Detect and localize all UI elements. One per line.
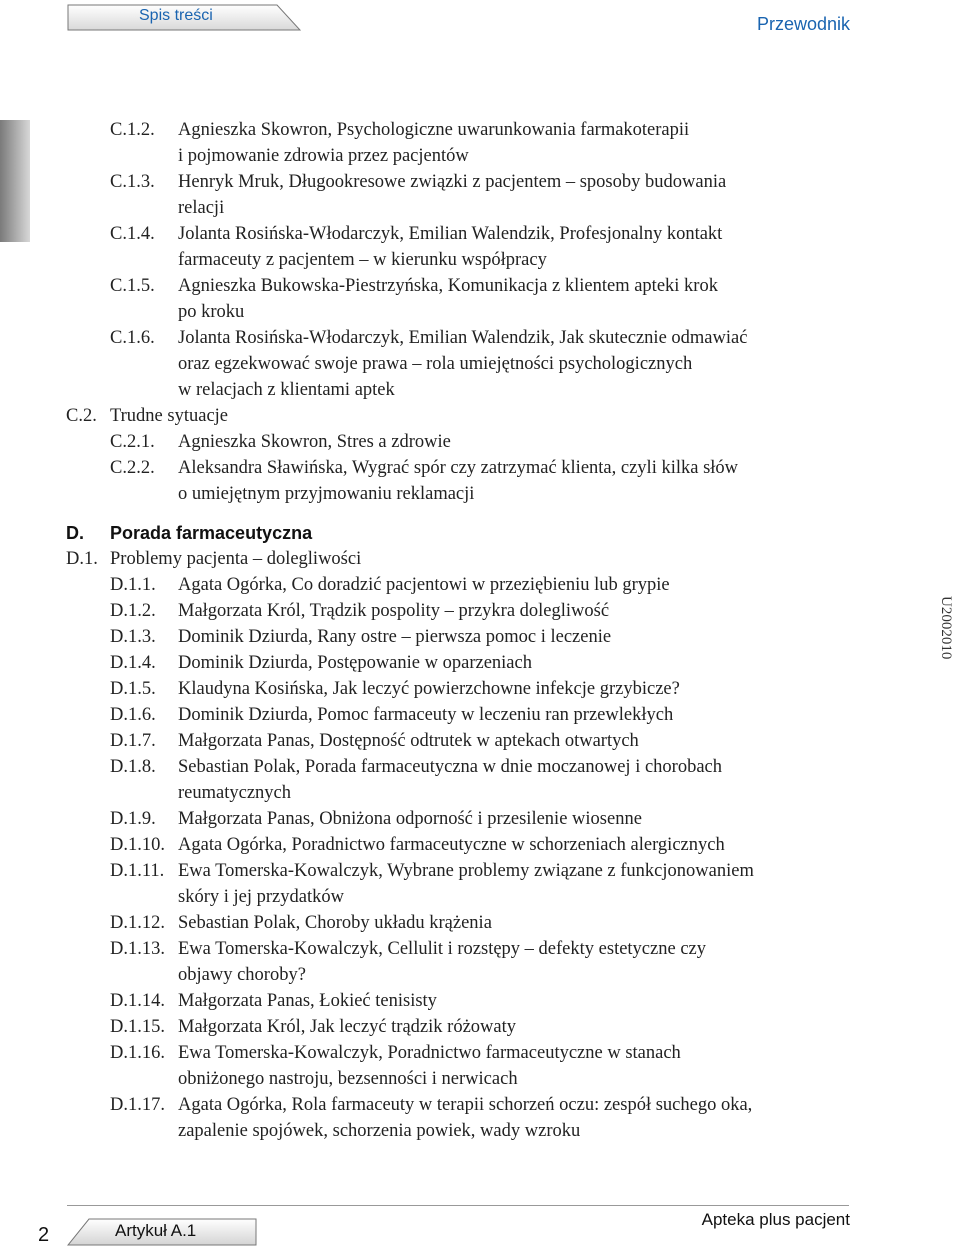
page-number: 2 (38, 1224, 50, 1246)
toc-entry-number: D.1.10. (110, 835, 165, 855)
toc-entry-number: D.1.6. (110, 705, 156, 725)
tab-label: Spis treści (139, 7, 213, 24)
toc-entry-number: C.2.1. (110, 432, 155, 452)
toc-entry-text: Problemy pacjenta – dolegliwości (110, 549, 362, 569)
toc-entry-text: o umiejętnym przyjmowaniu reklamacji (178, 484, 475, 504)
toc-entry-number: C.1.3. (110, 172, 155, 192)
toc-entry-number: C.1.6. (110, 328, 155, 348)
toc-entry-text: Sebastian Polak, Choroby układu krążenia (178, 913, 492, 933)
toc-entry-text: Trudne sytuacje (110, 406, 229, 426)
toc-entry-text: Ewa Tomerska-Kowalczyk, Cellulit i rozstępy – defekty estetyczne czy (178, 939, 706, 959)
toc-entry-text: Agnieszka Bukowska-Piestrzyńska, Komunikacja z klientem apteki krok (178, 276, 718, 296)
toc-entry-text: Porada farmaceutyczna (110, 523, 313, 543)
toc-entry-text: Dominik Dziurda, Postępowanie w oparzeniach (178, 653, 532, 673)
toc-entry-text: Małgorzata Panas, Dostępność odtrutek w aptekach otwartych (178, 731, 639, 751)
toc-entry-text: po kroku (178, 302, 245, 322)
toc-entry-number: D.1.16. (110, 1043, 165, 1063)
toc-entry-text: Jolanta Rosińska-Włodarczyk, Emilian Walendzik, Jak skutecznie odmawiać (178, 328, 748, 348)
toc-entry-text: Henryk Mruk, Długookresowe związki z pacjentem – sposoby budowania (178, 172, 727, 192)
document-code: U2002010 (938, 596, 954, 660)
side-marker (0, 120, 30, 242)
toc-entry-number: D. (66, 523, 84, 543)
toc-entry-text: i pojmowanie zdrowia przez pacjentów (178, 146, 469, 166)
toc-entry-number: D.1.9. (110, 809, 156, 829)
toc-entry-text: Agata Ogórka, Co doradzić pacjentowi w przeziębieniu lub grypie (178, 575, 670, 595)
toc-entry-text: Małgorzata Król, Trądzik pospolity – przykra dolegliwość (178, 601, 610, 621)
toc-entry-text: Agnieszka Skowron, Psychologiczne uwarunkowania farmakoterapii (178, 120, 690, 140)
article-tab (67, 1218, 257, 1246)
toc-entry-text: Dominik Dziurda, Pomoc farmaceuty w leczeniu ran przewlekłych (178, 705, 674, 725)
toc-entry-text: oraz egzekwować swoje prawa – rola umiejętności psychologicznych (178, 354, 693, 374)
toc-entry-text: relacji (178, 198, 225, 218)
toc-entry-text: farmaceuty z pacjentem – w kierunku współpracy (178, 250, 547, 270)
toc-entry-number: D.1.12. (110, 913, 165, 933)
toc-entry-text: Klaudyna Kosińska, Jak leczyć powierzchowne infekcje grzybicze? (178, 679, 680, 699)
toc-entry-text: Aleksandra Sławińska, Wygrać spór czy zatrzymać klienta, czyli kilka słów (178, 458, 739, 478)
toc-entry-text: Agata Ogórka, Poradnictwo farmaceutyczne w schorzeniach alergicznych (178, 835, 725, 855)
toc-entry-number: D.1. (66, 549, 98, 569)
toc-entry-text: skóry i jej przydatków (178, 887, 344, 907)
toc-entry-text: reumatycznych (178, 783, 291, 803)
toc-entry-number: D.1.1. (110, 575, 156, 595)
toc-entry-number: D.1.2. (110, 601, 156, 621)
toc-entry-number: D.1.14. (110, 991, 165, 1011)
toc-entry-number: C.1.2. (110, 120, 155, 140)
toc-entry-text: Agnieszka Skowron, Stres a zdrowie (178, 432, 451, 452)
toc-entry-text: w relacjach z klientami aptek (178, 380, 395, 400)
toc-entry-text: Agata Ogórka, Rola farmaceuty w terapii schorzeń oczu: zespół suchego oka, (178, 1095, 753, 1115)
section-tab (67, 4, 301, 31)
toc-entry-text: objawy choroby? (178, 965, 306, 985)
toc-entry-text: Jolanta Rosińska-Włodarczyk, Emilian Walendzik, Profesjonalny kontakt (178, 224, 723, 244)
footer-divider (67, 1205, 849, 1206)
toc-entry-number: D.1.4. (110, 653, 156, 673)
toc-entry-number: D.1.7. (110, 731, 156, 751)
toc-entry-text: Dominik Dziurda, Rany ostre – pierwsza pomoc i leczenie (178, 627, 612, 647)
toc-entry-text: Małgorzata Panas, Łokieć tenisisty (178, 991, 437, 1011)
toc-entry-text: obniżonego nastroju, bezsenności i nerwicach (178, 1069, 518, 1089)
toc-entry-number: C.1.4. (110, 224, 155, 244)
publication-name: Apteka plus pacjent (701, 1210, 850, 1229)
toc-entry-number: D.1.11. (110, 861, 165, 881)
toc-entry-text: Małgorzata Król, Jak leczyć trądzik różowaty (178, 1017, 516, 1037)
toc-entry-number: C.2. (66, 406, 97, 426)
toc-entry-text: Małgorzata Panas, Obniżona odporność i przesilenie wiosenne (178, 809, 642, 829)
toc-entry-number: D.1.13. (110, 939, 165, 959)
toc-entry-text: zapalenie spojówek, schorzenia powiek, wady wzroku (178, 1121, 581, 1141)
article-label: Artykuł A.1 (115, 1221, 197, 1240)
toc-entry-number: D.1.3. (110, 627, 156, 647)
toc-entry-number: D.1.8. (110, 757, 156, 777)
page-header-title: Przewodnik (756, 14, 850, 34)
toc-entry-text: Sebastian Polak, Porada farmaceutyczna w dnie moczanowej i chorobach (178, 757, 722, 777)
toc-entry-number: D.1.5. (110, 679, 156, 699)
toc-entry-text: Ewa Tomerska-Kowalczyk, Wybrane problemy związane z funkcjonowaniem (178, 861, 754, 881)
toc-entry-number: D.1.15. (110, 1017, 165, 1037)
toc-entry-number: C.1.5. (110, 276, 155, 296)
toc-entry-text: Ewa Tomerska-Kowalczyk, Poradnictwo farmaceutyczne w stanach (178, 1043, 681, 1063)
toc-entry-number: C.2.2. (110, 458, 155, 478)
toc-entry-number: D.1.17. (110, 1095, 165, 1115)
